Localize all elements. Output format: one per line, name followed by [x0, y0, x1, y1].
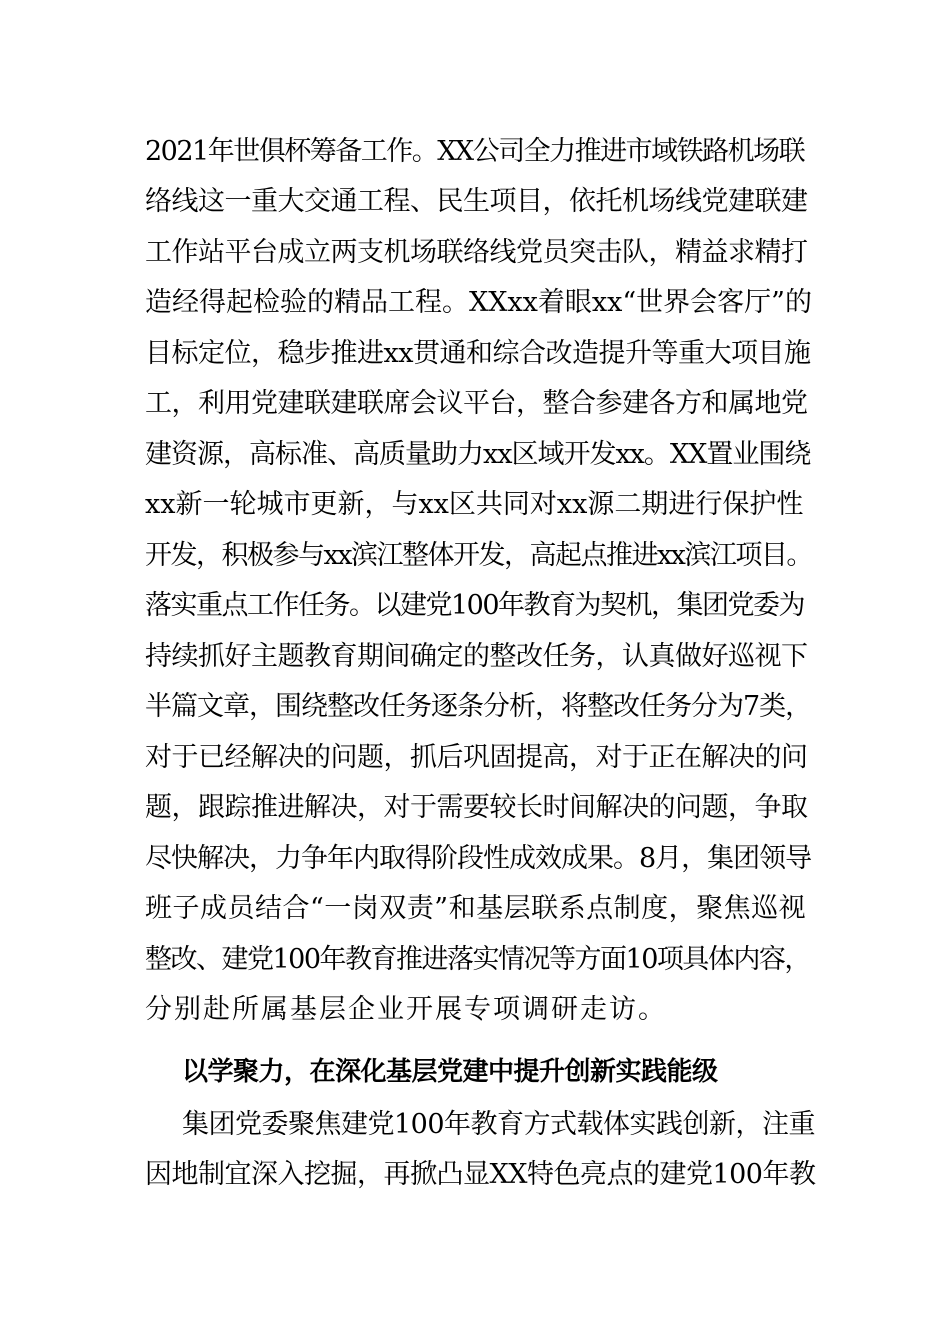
text-line: 工，利用党建联建联席会议平台，整合参建各方和属地党 — [145, 388, 808, 419]
text-line: 集团党委聚焦建党100年教育方式载体实践创新，注重 — [182, 1109, 816, 1140]
text-line: 工作站平台成立两支机场联络线党员突击队，精益求精打 — [145, 237, 808, 268]
text-line: 持续抓好主题教育期间确定的整改任务，认真做好巡视下 — [145, 641, 808, 672]
text-line: 尽快解决，力争年内取得阶段性成效成果。8月，集团领导 — [145, 843, 812, 874]
text-line: 目标定位，稳步推进xx贯通和综合改造提升等重大项目施 — [145, 338, 811, 369]
text-line: 整改、建党100年教育推进落实情况等方面10项具体内容， — [145, 944, 810, 975]
text-line: 班子成员结合“一岗双责”和基层联系点制度，聚焦巡视 — [145, 893, 807, 924]
section-heading: 以学聚力，在深化基层党建中提升创新实践能级 — [182, 1057, 718, 1087]
text-line: 造经得起检验的精品工程。XXxx着眼xx“世界会客厅”的 — [145, 287, 812, 318]
text-line: 半篇文章，围绕整改任务逐条分析，将整改任务分为7类， — [145, 691, 812, 722]
text-line: 落实重点工作任务。以建党100年教育为契机，集团党委为 — [145, 590, 805, 621]
text-line: 对于已经解决的问题，抓后巩固提高，对于正在解决的问 — [145, 742, 808, 773]
text-line: 题，跟踪推进解决，对于需要较长时间解决的问题，争取 — [145, 792, 808, 823]
text-line: 开发，积极参与xx滨江整体开发，高起点推进xx滨江项目。 — [145, 540, 812, 571]
text-line: 2021年世俱杯筹备工作。XX公司全力推进市域铁路机场联 — [145, 136, 805, 167]
text-line: 络线这一重大交通工程、民生项目，依托机场线党建联建 — [145, 186, 808, 217]
text-line: 因地制宜深入挖掘，再掀凸显XX特色亮点的建党100年教 — [145, 1159, 816, 1190]
text-line: 分别赴所属基层企业开展专项调研走访。 — [145, 994, 667, 1025]
text-line: xx新一轮城市更新，与xx区共同对xx源二期进行保护性 — [145, 489, 804, 520]
text-line: 建资源，高标准、高质量助力xx区域开发xx。XX置业围绕 — [145, 439, 811, 470]
